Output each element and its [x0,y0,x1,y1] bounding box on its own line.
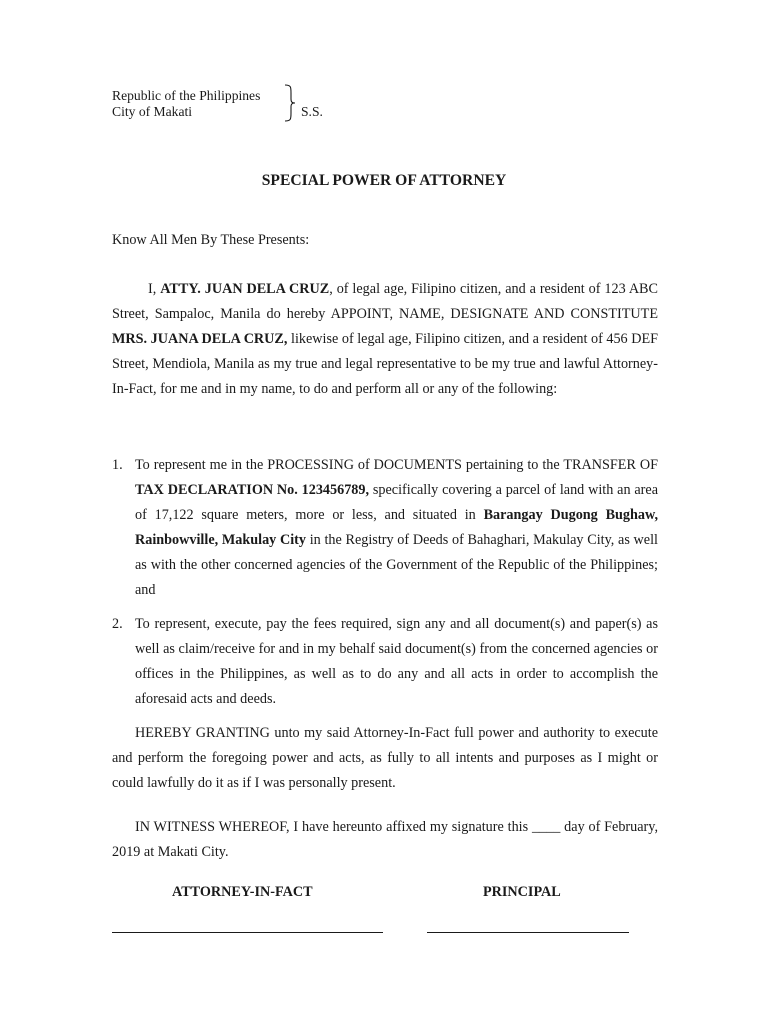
ss-label: S.S. [301,104,323,119]
item-number: 1. [112,457,123,473]
item-text-3: in the Registry of Deeds of Bahaghari, Makulay City, as well as with the other concerned agencies of the Government of the Republic of the Philippines; and [135,532,658,598]
venue-city: City of Makati [112,104,193,119]
item-text-1: To represent me in the PROCESSING of DOCUMENTS pertaining to the TRANSFER OF [135,457,658,473]
intro-paragraph [112,277,658,402]
powers-list-item-2 [112,612,658,712]
principal-label: PRINCIPAL [483,884,561,900]
principal-signature-line [427,932,629,933]
curly-brace-icon [283,84,297,122]
intro-text-1: I, [148,281,161,297]
salutation: Know All Men By These Presents: [112,232,310,248]
venue-country: Republic of the Philippines [112,88,261,103]
item-number: 2. [112,616,123,632]
attorney-name: MRS. JUANA DELA CRUZ, [112,331,288,347]
list-item [112,612,658,712]
intro-text-2: , of legal age, Filipino citizen, and a resident of 123 ABC Street, Sampaloc, Manila do hereby APPOINT, NAME, DESIGNATE AND CONSTITUTE [112,281,658,322]
item-text: To represent, execute, pay the fees required, sign any and all document(s) and paper(s) as well as claim/receive for and in my behalf said document(s) from the concerned agencies or offices in the Philippines, as well as to do any and all acts in order to accomplish the aforesaid acts and deeds. [135,616,658,707]
attorney-signature-line [112,932,383,933]
granting-paragraph: HEREBY GRANTING unto my said Attorney-In-Fact full power and authority to execute and perform the foregoing power and acts, as fully to all intents and purposes as I might or could lawfully do it as if I was personally present. [112,725,658,791]
principal-name: ATTY. JUAN DELA CRUZ [160,281,330,297]
powers-list-item-1 [112,453,658,603]
venue-block [112,88,260,120]
intro-text-3: likewise of legal age, Filipino citizen, and a resident of 456 DEF Street, Mendiola, Manila as my true and legal representative to be my true and lawful Attorney-In-Fact, for me and in my name, to do and perform all or any of the following: [112,331,659,397]
property-location: Barangay Dugong Bughaw, Rainbowville, Makulay City [135,507,659,548]
list-item [112,453,658,603]
item-text-2: specifically covering a parcel of land with an area of 17,122 square meters, more or less, and situated in [135,482,658,523]
document-title: SPECIAL POWER OF ATTORNEY [261,172,507,189]
attorney-in-fact-label: ATTORNEY-IN-FACT [172,884,313,900]
tax-declaration: TAX DECLARATION No. 123456789, [135,482,370,498]
witness-paragraph: IN WITNESS WHEREOF, I have hereunto affixed my signature this ____ day of February, 2019 at Makati City. [112,819,658,860]
